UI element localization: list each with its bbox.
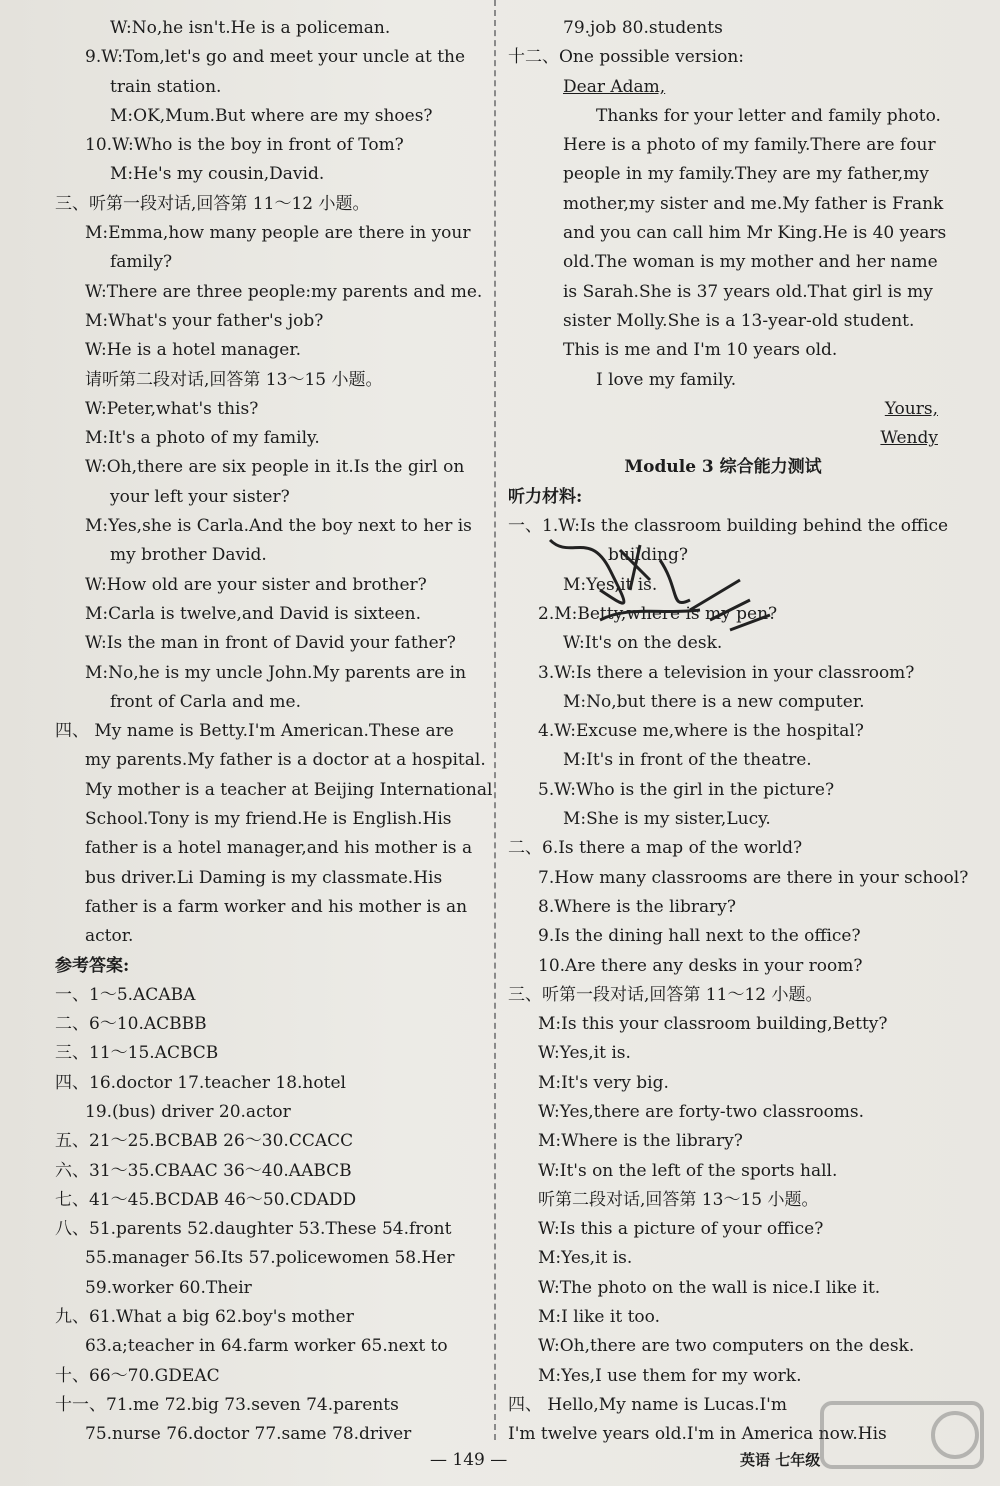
text-line: 10.W:Who is the boy in front of Tom? xyxy=(85,135,404,156)
text-line: M:Yes,it is. xyxy=(563,574,658,595)
handwriting-scribble xyxy=(540,520,800,660)
page-number: — 149 — xyxy=(430,1450,508,1470)
text-line: people in my family.They are my father,my xyxy=(563,164,929,185)
text-line: 三、听第一段对话,回答第 11～12 小题。 xyxy=(55,193,370,214)
text-line: W:Oh,there are six people in it.Is the girl on xyxy=(85,457,465,478)
text-line: M:No,but there is a new computer. xyxy=(563,691,865,712)
text-line: 四、16.doctor 17.teacher 18.hotel xyxy=(55,1072,346,1093)
text-line: M:Yes,I use them for my work. xyxy=(538,1365,802,1386)
text-line: 十二、One possible version: xyxy=(508,47,744,68)
text-line: 四、 My name is Betty.I'm American.These are xyxy=(55,721,454,742)
text-line: M:Where is the library? xyxy=(538,1131,743,1152)
text-line: 三、听第一段对话,回答第 11～12 小题。 xyxy=(508,984,823,1005)
text-line: 3.W:Is there a television in your classroom? xyxy=(538,662,915,683)
text-line: 8.Where is the library? xyxy=(538,896,736,917)
text-line: front of Carla and me. xyxy=(110,691,301,712)
text-line: W:It's on the desk. xyxy=(563,633,723,654)
text-line: is Sarah.She is 37 years old.That girl is my xyxy=(563,281,933,302)
text-line: 4.W:Excuse me,where is the hospital? xyxy=(538,721,864,742)
text-line: sister Molly.She is a 13-year-old student. xyxy=(563,310,915,331)
text-line: 二、6.Is there a map of the world? xyxy=(508,838,803,859)
text-line: 55.manager 56.Its 57.policewomen 58.Her xyxy=(85,1248,455,1269)
page-footer xyxy=(0,1445,1000,1475)
text-line: M:Emma,how many people are there in your xyxy=(85,223,471,244)
text-line: 四、 Hello,My name is Lucas.I'm xyxy=(508,1394,787,1415)
text-line: M:I like it too. xyxy=(538,1307,660,1328)
text-line: 七、41～45.BCDAB 46～50.CDADD xyxy=(55,1189,357,1210)
text-line: 9.Is the dining hall next to the office? xyxy=(538,926,861,947)
text-line: 63.a;teacher in 64.farm worker 65.next to xyxy=(85,1336,448,1357)
text-line: M:He's my cousin,David. xyxy=(110,164,325,185)
text-line: 9.W:Tom,let's go and meet your uncle at the xyxy=(85,47,466,68)
text-line: M:Yes,she is Carla.And the boy next to her is xyxy=(85,516,472,537)
text-line: my brother David. xyxy=(110,545,267,566)
text-line: M:What's your father's job? xyxy=(85,310,324,331)
text-line: M:OK,Mum.But where are my shoes? xyxy=(110,105,433,126)
text-line: old.The woman is my mother and her name xyxy=(563,252,938,273)
text-line: 十一、71.me 72.big 73.seven 74.parents xyxy=(55,1394,399,1415)
text-line: 5.W:Who is the girl in the picture? xyxy=(538,779,835,800)
text-line: 六、31～35.CBAAC 36～40.AABCB xyxy=(55,1160,352,1181)
text-line: W:Oh,there are two computers on the desk. xyxy=(538,1336,915,1357)
text-line: W:Is this a picture of your office? xyxy=(538,1219,824,1240)
text-line: Here is a photo of my family.There are four xyxy=(563,135,936,156)
text-line: M:It's a photo of my family. xyxy=(85,428,320,449)
text-line: 请听第二段对话,回答第 13～15 小题。 xyxy=(85,369,383,390)
text-line: 一、1～5.ACABA xyxy=(55,984,196,1005)
text-line: Yours, xyxy=(884,398,938,419)
text-line: This is me and I'm 10 years old. xyxy=(563,340,838,361)
text-line: W:He is a hotel manager. xyxy=(85,340,301,361)
text-line: 10.Are there any desks in your room? xyxy=(538,955,863,976)
text-line: W:Yes,there are forty-two classrooms. xyxy=(538,1101,865,1122)
text-line: W:There are three people:my parents and me. xyxy=(85,281,483,302)
text-line: 二、6～10.ACBBB xyxy=(55,1014,207,1035)
text-line: M:No,he is my uncle John.My parents are in xyxy=(85,662,467,683)
text-line: family? xyxy=(110,252,173,273)
text-line: W:No,he isn't.He is a policeman. xyxy=(110,18,391,38)
text-line: 十、66～70.GDEAC xyxy=(55,1365,220,1386)
text-line: I'm twelve years old.I'm in America now.His xyxy=(508,1424,887,1445)
text-line: W:It's on the left of the sports hall. xyxy=(538,1160,838,1181)
text-line: train station. xyxy=(110,76,222,97)
text-line: 75.nurse 76.doctor 77.same 78.driver xyxy=(85,1424,412,1445)
text-line: 19.(bus) driver 20.actor xyxy=(85,1101,291,1122)
text-line: your left your sister? xyxy=(110,486,290,507)
text-line: My mother is a teacher at Beijing International xyxy=(85,779,493,800)
text-line: M:Is this your classroom building,Betty? xyxy=(538,1014,888,1035)
text-line: 九、61.What a big 62.boy's mother xyxy=(55,1307,354,1328)
right-column xyxy=(508,14,969,1450)
text-line: mother,my sister and me.My father is Frank xyxy=(563,193,944,214)
text-line: father is a hotel manager,and his mother is a xyxy=(85,838,473,859)
text-line: W:Yes,it is. xyxy=(538,1043,631,1064)
left-column xyxy=(55,14,493,1450)
text-line: 79.job 80.students xyxy=(563,18,723,38)
text-line: bus driver.Li Daming is my classmate.His xyxy=(85,867,443,888)
text-line: 2.M:Betty,where is my pen? xyxy=(538,603,778,624)
text-line: and you can call him Mr King.He is 40 years xyxy=(563,223,947,244)
text-line: Wendy xyxy=(880,428,938,449)
text-line: 听第二段对话,回答第 13～15 小题。 xyxy=(538,1189,819,1210)
text-line: 参考答案: xyxy=(55,955,130,976)
book-label: 英语 七年级 xyxy=(740,1451,821,1469)
text-line: M:It's very big. xyxy=(538,1072,669,1093)
text-line: W:Peter,what's this? xyxy=(85,398,259,419)
text-line: 五、21～25.BCBAB 26～30.CCACC xyxy=(55,1131,354,1152)
text-line: father is a farm worker and his mother is an xyxy=(85,896,468,917)
text-line: 7.How many classrooms are there in your school? xyxy=(538,867,969,888)
text-line: Dear Adam, xyxy=(563,76,666,97)
text-line: actor. xyxy=(85,926,134,947)
text-line: School.Tony is my friend.He is English.His xyxy=(85,809,452,830)
text-line: W:Is the man in front of David your father? xyxy=(85,633,456,654)
text-line: Thanks for your letter and family photo. xyxy=(596,105,941,126)
text-line: M:It's in front of the theatre. xyxy=(563,750,812,771)
text-line: 三、11～15.ACBCB xyxy=(55,1043,219,1064)
text-line: 八、51.parents 52.daughter 53.These 54.front xyxy=(55,1219,452,1240)
text-line: 59.worker 60.Their xyxy=(85,1277,252,1298)
text-line: M:Carla is twelve,and David is sixteen. xyxy=(85,603,421,624)
text-line: Module 3 综合能力测试 xyxy=(624,457,822,478)
text-line: my parents.My father is a doctor at a hospital. xyxy=(85,750,486,771)
text-line: 听力材料: xyxy=(508,486,583,507)
text-line: W:The photo on the wall is nice.I like it. xyxy=(538,1277,881,1298)
text-line: building? xyxy=(608,545,688,566)
text-line: 一、1.W:Is the classroom building behind the office xyxy=(508,516,949,537)
text-line: W:How old are your sister and brother? xyxy=(85,574,427,595)
text-line: M:She is my sister,Lucy. xyxy=(563,809,771,830)
text-line: I love my family. xyxy=(596,369,737,390)
column-divider xyxy=(494,0,496,1440)
text-line: M:Yes,it is. xyxy=(538,1248,633,1269)
